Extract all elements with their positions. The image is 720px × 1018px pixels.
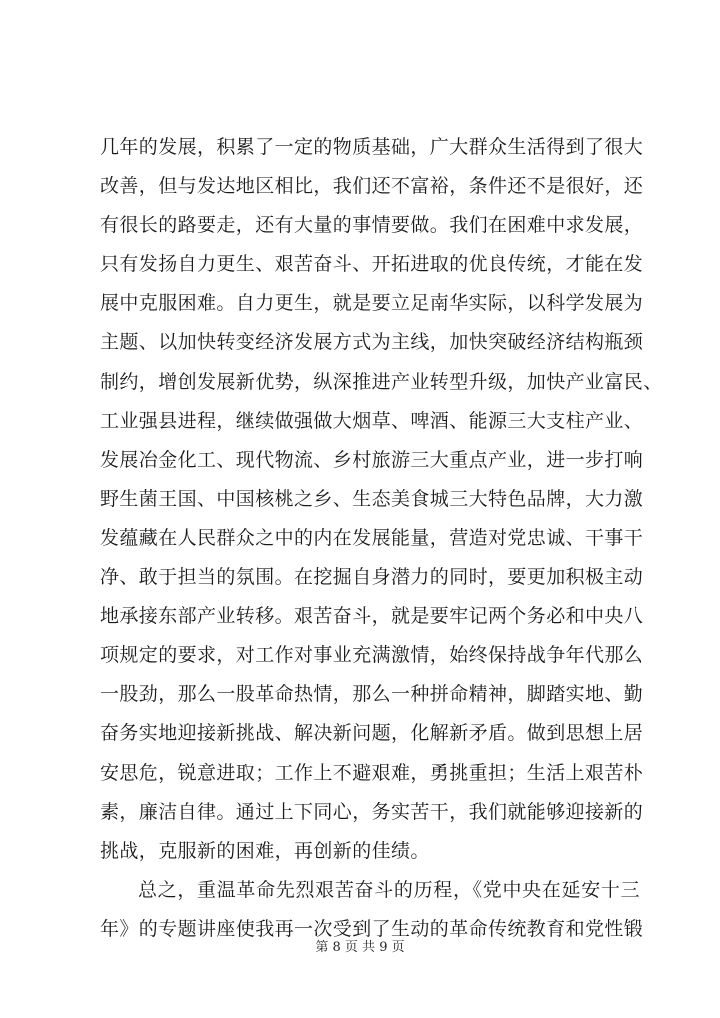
text-line: 主题、以加快转变经济发展方式为主线，加快突破经济结构瓶颈: [100, 331, 644, 354]
text-line: 发展冶金化工、现代物流、乡村旅游三大重点产业，进一步打响: [100, 448, 644, 471]
text-line: 挑战，克服新的困难，再创新的佳绩。: [100, 839, 430, 862]
text-line: 工业强县进程，继续做强做大烟草、啤酒、能源三大支柱产业、: [100, 409, 644, 432]
text-line: 展中克服困难。自力更生，就是要立足南华实际，以科学发展为: [100, 292, 644, 315]
page-number-footer: 第 8 页 共 9 页: [315, 940, 405, 955]
text-line: 发蕴藏在人民群众之中的内在发展能量，营造对党忠诚、干事干: [100, 526, 644, 549]
text-line: 地承接东部产业转移。艰苦奋斗，就是要牢记两个务必和中央八: [100, 605, 644, 628]
text-line: 年》的专题讲座使我再一次受到了生动的革命传统教育和党性锻: [100, 917, 644, 940]
text-line: 几年的发展，积累了一定的物质基础，广大群众生活得到了很大: [100, 136, 644, 158]
text-line: 安思危，锐意进取；工作上不避艰难，勇挑重担；生活上艰苦朴: [100, 761, 644, 784]
text-line: 素，廉洁自律。通过上下同心，务实苦干，我们就能够迎接新的: [100, 800, 644, 823]
text-line: 有很长的路要走，还有大量的事情要做。我们在困难中求发展，: [100, 214, 644, 237]
text-line: 净、敢于担当的氛围。在挖掘自身潜力的同时，要更加积极主动: [100, 566, 644, 589]
text-line: 项规定的要求，对工作对事业充满激情，始终保持战争年代那么: [100, 644, 644, 667]
text-line: 野生菌王国、中国核桃之乡、生态美食城三大特色品牌，大力激: [100, 487, 644, 510]
text-line: 改善，但与发达地区相比，我们还不富裕，条件还不是很好，还: [100, 175, 644, 198]
text-line: 总之，重温革命先烈艰苦奋斗的历程，《党中央在延安十三: [138, 878, 640, 901]
text-line: 只有发扬自力更生、艰苦奋斗、开拓进取的优良传统，才能在发: [100, 253, 644, 276]
text-line: 制约，增创发展新优势，纵深推进产业转型升级，加快产业富民、: [100, 370, 663, 393]
text-line: 一股劲，那么一股革命热情，那么一种拼命精神，脚踏实地、勤: [100, 683, 644, 706]
body-text: [100, 128, 663, 949]
text-line: 奋务实地迎接新挑战、解决新问题，化解新矛盾。做到思想上居: [100, 722, 644, 745]
